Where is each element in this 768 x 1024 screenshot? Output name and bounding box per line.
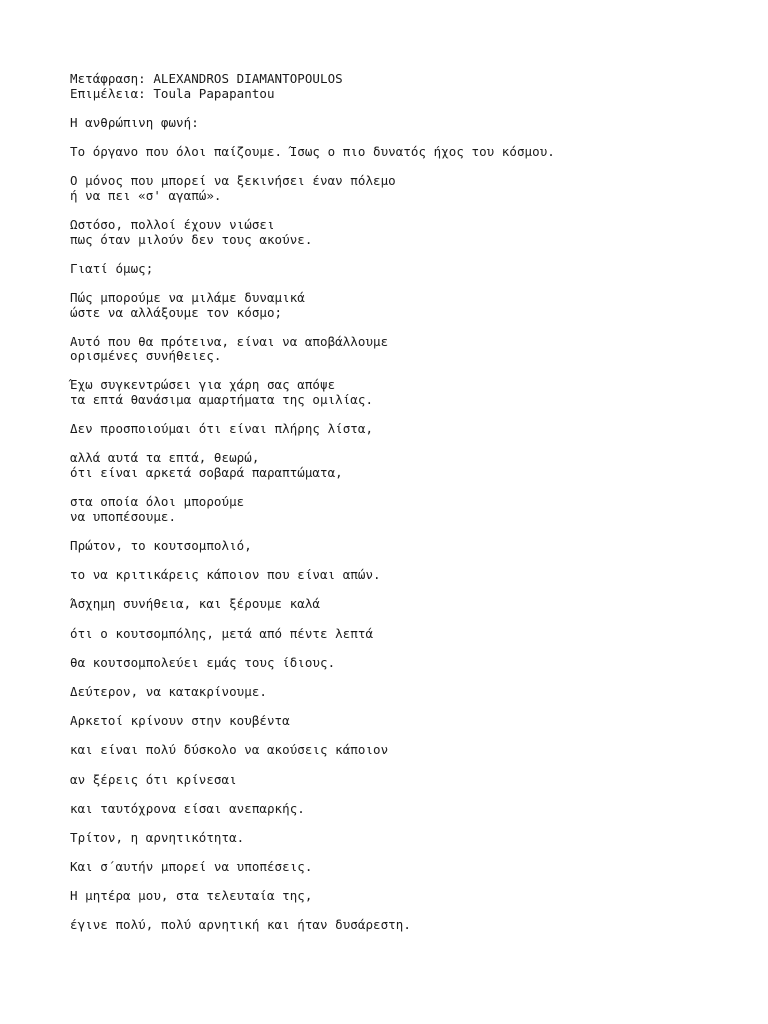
paragraph-gap — [70, 130, 750, 145]
paragraph — [70, 831, 750, 846]
paragraph — [70, 145, 750, 160]
paragraph-line: Και σ΄αυτήν μπορεί να υποπέσεις. — [70, 859, 313, 875]
paragraph — [70, 889, 750, 904]
paragraph-line: ή να πει «σ' αγαπώ». — [70, 187, 222, 203]
paragraph-gap — [70, 612, 750, 627]
paragraph-gap — [70, 437, 750, 452]
paragraph — [70, 656, 750, 671]
paragraph-gap — [70, 160, 750, 175]
paragraph-line: Τρίτον, η αρνητικότητα. — [70, 829, 245, 845]
paragraph-line: Έχω συγκεντρώσει για χάρη σας απόψε — [70, 377, 336, 393]
paragraph-gap — [70, 758, 750, 773]
document-text — [70, 72, 750, 933]
paragraph-line: και είναι πολύ δύσκολο να ακούσεις κάποιον — [70, 742, 389, 758]
paragraph-line: Αυτό που θα πρότεινα, είναι να αποβάλλουμε — [70, 333, 389, 349]
paragraph — [70, 539, 750, 554]
paragraph — [70, 802, 750, 817]
paragraph-line: αν ξέρεις ότι κρίνεσαι — [70, 771, 237, 787]
paragraph-gap — [70, 320, 750, 335]
paragraph-line: Αρκετοί κρίνουν στην κουβέντα — [70, 713, 290, 729]
paragraph — [70, 918, 750, 933]
paragraph-gap — [70, 904, 750, 919]
paragraph-gap — [70, 583, 750, 598]
paragraph-gap — [70, 816, 750, 831]
paragraph-line: τα επτά θανάσιμα αμαρτήματα της ομιλίας. — [70, 392, 374, 408]
paragraph-line: Δεύτερον, να κατακρίνουμε. — [70, 683, 267, 699]
paragraph — [70, 597, 750, 612]
paragraph — [70, 262, 750, 277]
paragraph-gap — [70, 729, 750, 744]
paragraph — [70, 291, 750, 320]
paragraph-line: Ωστόσο, πολλοί έχουν νιώσει — [70, 216, 275, 232]
paragraph — [70, 495, 750, 524]
paragraph-gap — [70, 408, 750, 423]
paragraph-gap — [70, 641, 750, 656]
paragraph-gap — [70, 203, 750, 218]
paragraph-line: Το όργανο που όλοι παίζουμε. Ίσως ο πιο δυνατός ήχος του κόσμου. — [70, 143, 555, 159]
paragraph-line: ότι είναι αρκετά σοβαρά παραπτώματα, — [70, 465, 343, 481]
paragraph — [70, 174, 750, 203]
translator-line: Μετάφραση: ALEXANDROS DIAMANTOPOULOS — [70, 71, 343, 86]
paragraph — [70, 773, 750, 788]
paragraph-gap — [70, 101, 750, 116]
paragraph-line: να υποπέσουμε. — [70, 508, 177, 524]
paragraph-gap — [70, 845, 750, 860]
paragraph-line: Γιατί όμως; — [70, 260, 154, 276]
paragraph-line: Πρώτον, το κουτσομπολιό, — [70, 538, 252, 553]
paragraph-line: στα οποία όλοι μπορούμε — [70, 494, 245, 510]
paragraph — [70, 422, 750, 437]
paragraph — [70, 685, 750, 700]
paragraph — [70, 335, 750, 364]
paragraph-gap — [70, 787, 750, 802]
paragraph-gap — [70, 364, 750, 379]
paragraph-line: Ο μόνος που μπορεί να ξεκινήσει έναν πόλεμο — [70, 173, 396, 189]
body-paragraphs — [70, 116, 750, 933]
paragraph-line: ώστε να αλλάξουμε τον κόσμο; — [70, 304, 283, 320]
paragraph-gap — [70, 276, 750, 291]
paragraph — [70, 714, 750, 729]
paragraph-line: θα κουτσομπολεύει εμάς τους ίδιους. — [70, 654, 336, 670]
paragraph-line: Πώς μπορούμε να μιλάμε δυναμικά — [70, 289, 305, 305]
paragraph — [70, 451, 750, 480]
paragraph-line: ότι ο κουτσομπόλης, μετά από πέντε λεπτά — [70, 625, 374, 641]
paragraph-line: το να κριτικάρεις κάποιον που είναι απών. — [70, 567, 381, 583]
paragraph — [70, 860, 750, 875]
paragraph — [70, 627, 750, 642]
paragraph — [70, 218, 750, 247]
paragraph-line: Δεν προσποιούμαι ότι είναι πλήρης λίστα, — [70, 421, 374, 437]
paragraph — [70, 116, 750, 131]
paragraph-gap — [70, 524, 750, 539]
paragraph-line: Άσχημη συνήθεια, και ξέρουμε καλά — [70, 596, 320, 612]
paragraph-line: έγινε πολύ, πολύ αρνητική και ήταν δυσάρεστη. — [70, 917, 411, 933]
paragraph-gap — [70, 247, 750, 262]
paragraph — [70, 568, 750, 583]
paragraph-line: αλλά αυτά τα επτά, θεωρώ, — [70, 450, 260, 466]
paragraph-gap — [70, 875, 750, 890]
paragraph-line: Η ανθρώπινη φωνή: — [70, 114, 199, 130]
paragraph — [70, 743, 750, 758]
paragraph-line: ορισμένες συνήθειες. — [70, 348, 222, 364]
paragraph-line: και ταυτόχρονα είσαι ανεπαρκής. — [70, 800, 305, 816]
editor-line: Επιμέλεια: Toula Papapantou — [70, 85, 275, 101]
paragraph-gap — [70, 670, 750, 685]
paragraph-gap — [70, 481, 750, 496]
paragraph-gap — [70, 700, 750, 715]
paragraph-line: πως όταν μιλούν δεν τους ακούνε. — [70, 231, 313, 247]
paragraph — [70, 378, 750, 407]
paragraph-gap — [70, 554, 750, 569]
paragraph-line: Η μητέρα μου, στα τελευταία της, — [70, 888, 313, 904]
